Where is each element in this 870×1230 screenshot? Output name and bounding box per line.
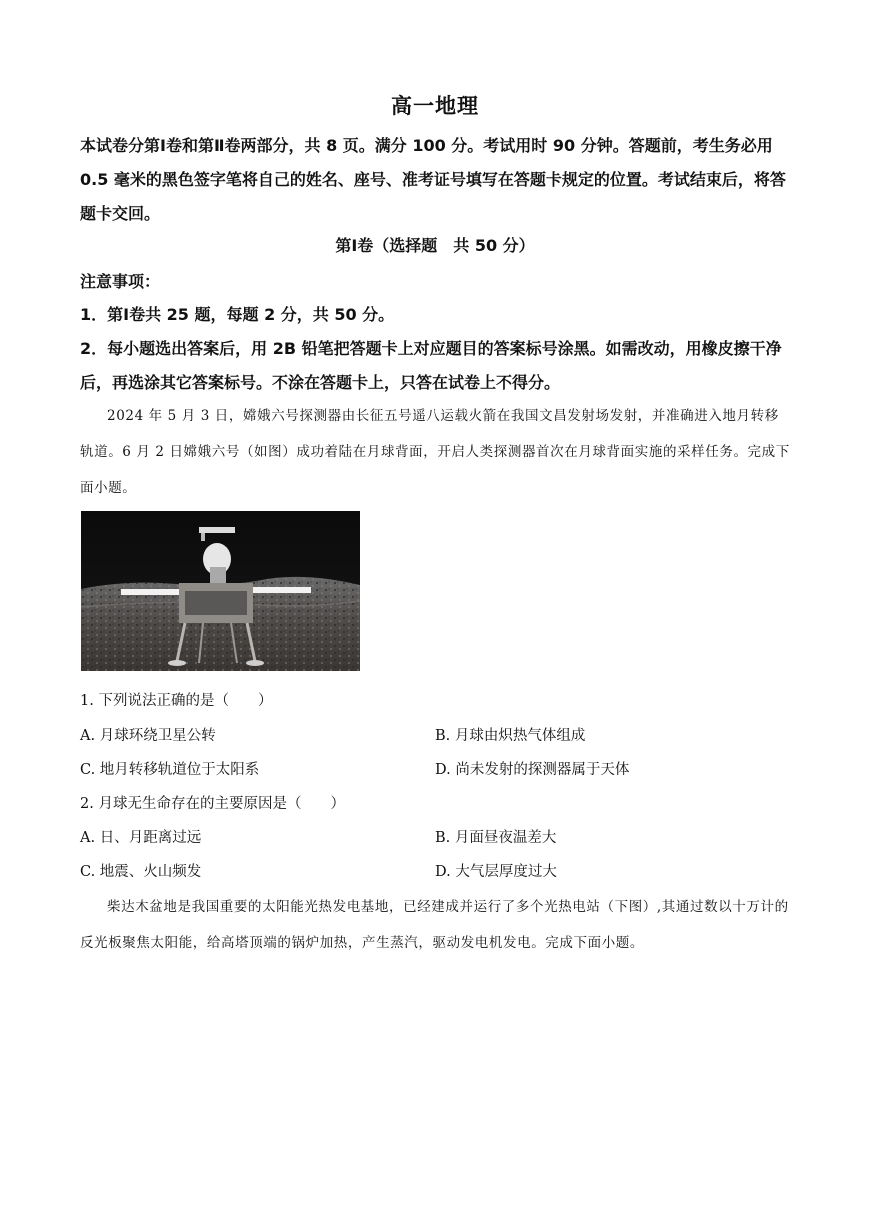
section-title: 第Ⅰ卷（选择题 共 50 分）: [335, 236, 535, 255]
exam-instructions: 本试卷分第Ⅰ卷和第Ⅱ卷两部分，共 8 页。满分 100 分。考试用时 90 分钟。答题前，考生务必用 0.5 毫米的黑色签字笔将自己的姓名、座号、准考证号填写在答题卡规定的位置。考试结束后，将答题卡交回。: [80, 136, 786, 223]
passage-qaidam-solar: 柴达木盆地是我国重要的太阳能光热发电基地，已经建成并运行了多个光热电站（下图）,其通过数以十万计的反光板聚焦太阳能，给高塔顶端的锅炉加热，产生蒸汽，驱动发电机发电。完成下面小题。: [80, 899, 789, 951]
passage-chang-e-6: 2024 年 5 月 3 日，嫦娥六号探测器由长征五号遥八运载火箭在我国文昌发射场发射，并准确进入地月转移轨道。6 月 2 日嫦娥六号（如图）成功着陆在月球背面，开启人类探测器首次在月球背面实施的采样任务。完成下面小题。: [80, 408, 790, 496]
lunar-lander-photo: [81, 511, 360, 671]
question-2-option-c: C. 地震、火山频发: [80, 864, 202, 880]
notes-heading: 注意事项：: [80, 272, 161, 291]
notes-item-1: 1．第Ⅰ卷共 25 题，每题 2 分，共 50 分。: [80, 305, 395, 324]
question-2-option-b: B. 月面昼夜温差大: [435, 830, 557, 846]
notes-item-2: 2．每小题选出答案后，用 2B 铅笔把答题卡上对应题目的答案标号涂黑。如需改动，用橡皮擦干净后，再选涂其它答案标号。不涂在答题卡上，只答在试卷上不得分。: [80, 339, 782, 392]
question-2-stem: 2. 月球无生命存在的主要原因是（ ）: [80, 796, 345, 812]
question-2-option-d: D. 大气层厚度过大: [435, 864, 557, 880]
question-1-option-d: D. 尚未发射的探测器属于天体: [435, 762, 630, 778]
question-1-option-b: B. 月球由炽热气体组成: [435, 728, 586, 744]
question-1-option-a: A. 月球环绕卫星公转: [80, 728, 216, 744]
question-2-option-a: A. 日、月距离过远: [80, 830, 202, 846]
page-title: 高一地理: [391, 94, 479, 118]
question-1-stem: 1. 下列说法正确的是（ ）: [80, 693, 273, 709]
question-1-option-c: C. 地月转移轨道位于太阳系: [80, 762, 260, 778]
